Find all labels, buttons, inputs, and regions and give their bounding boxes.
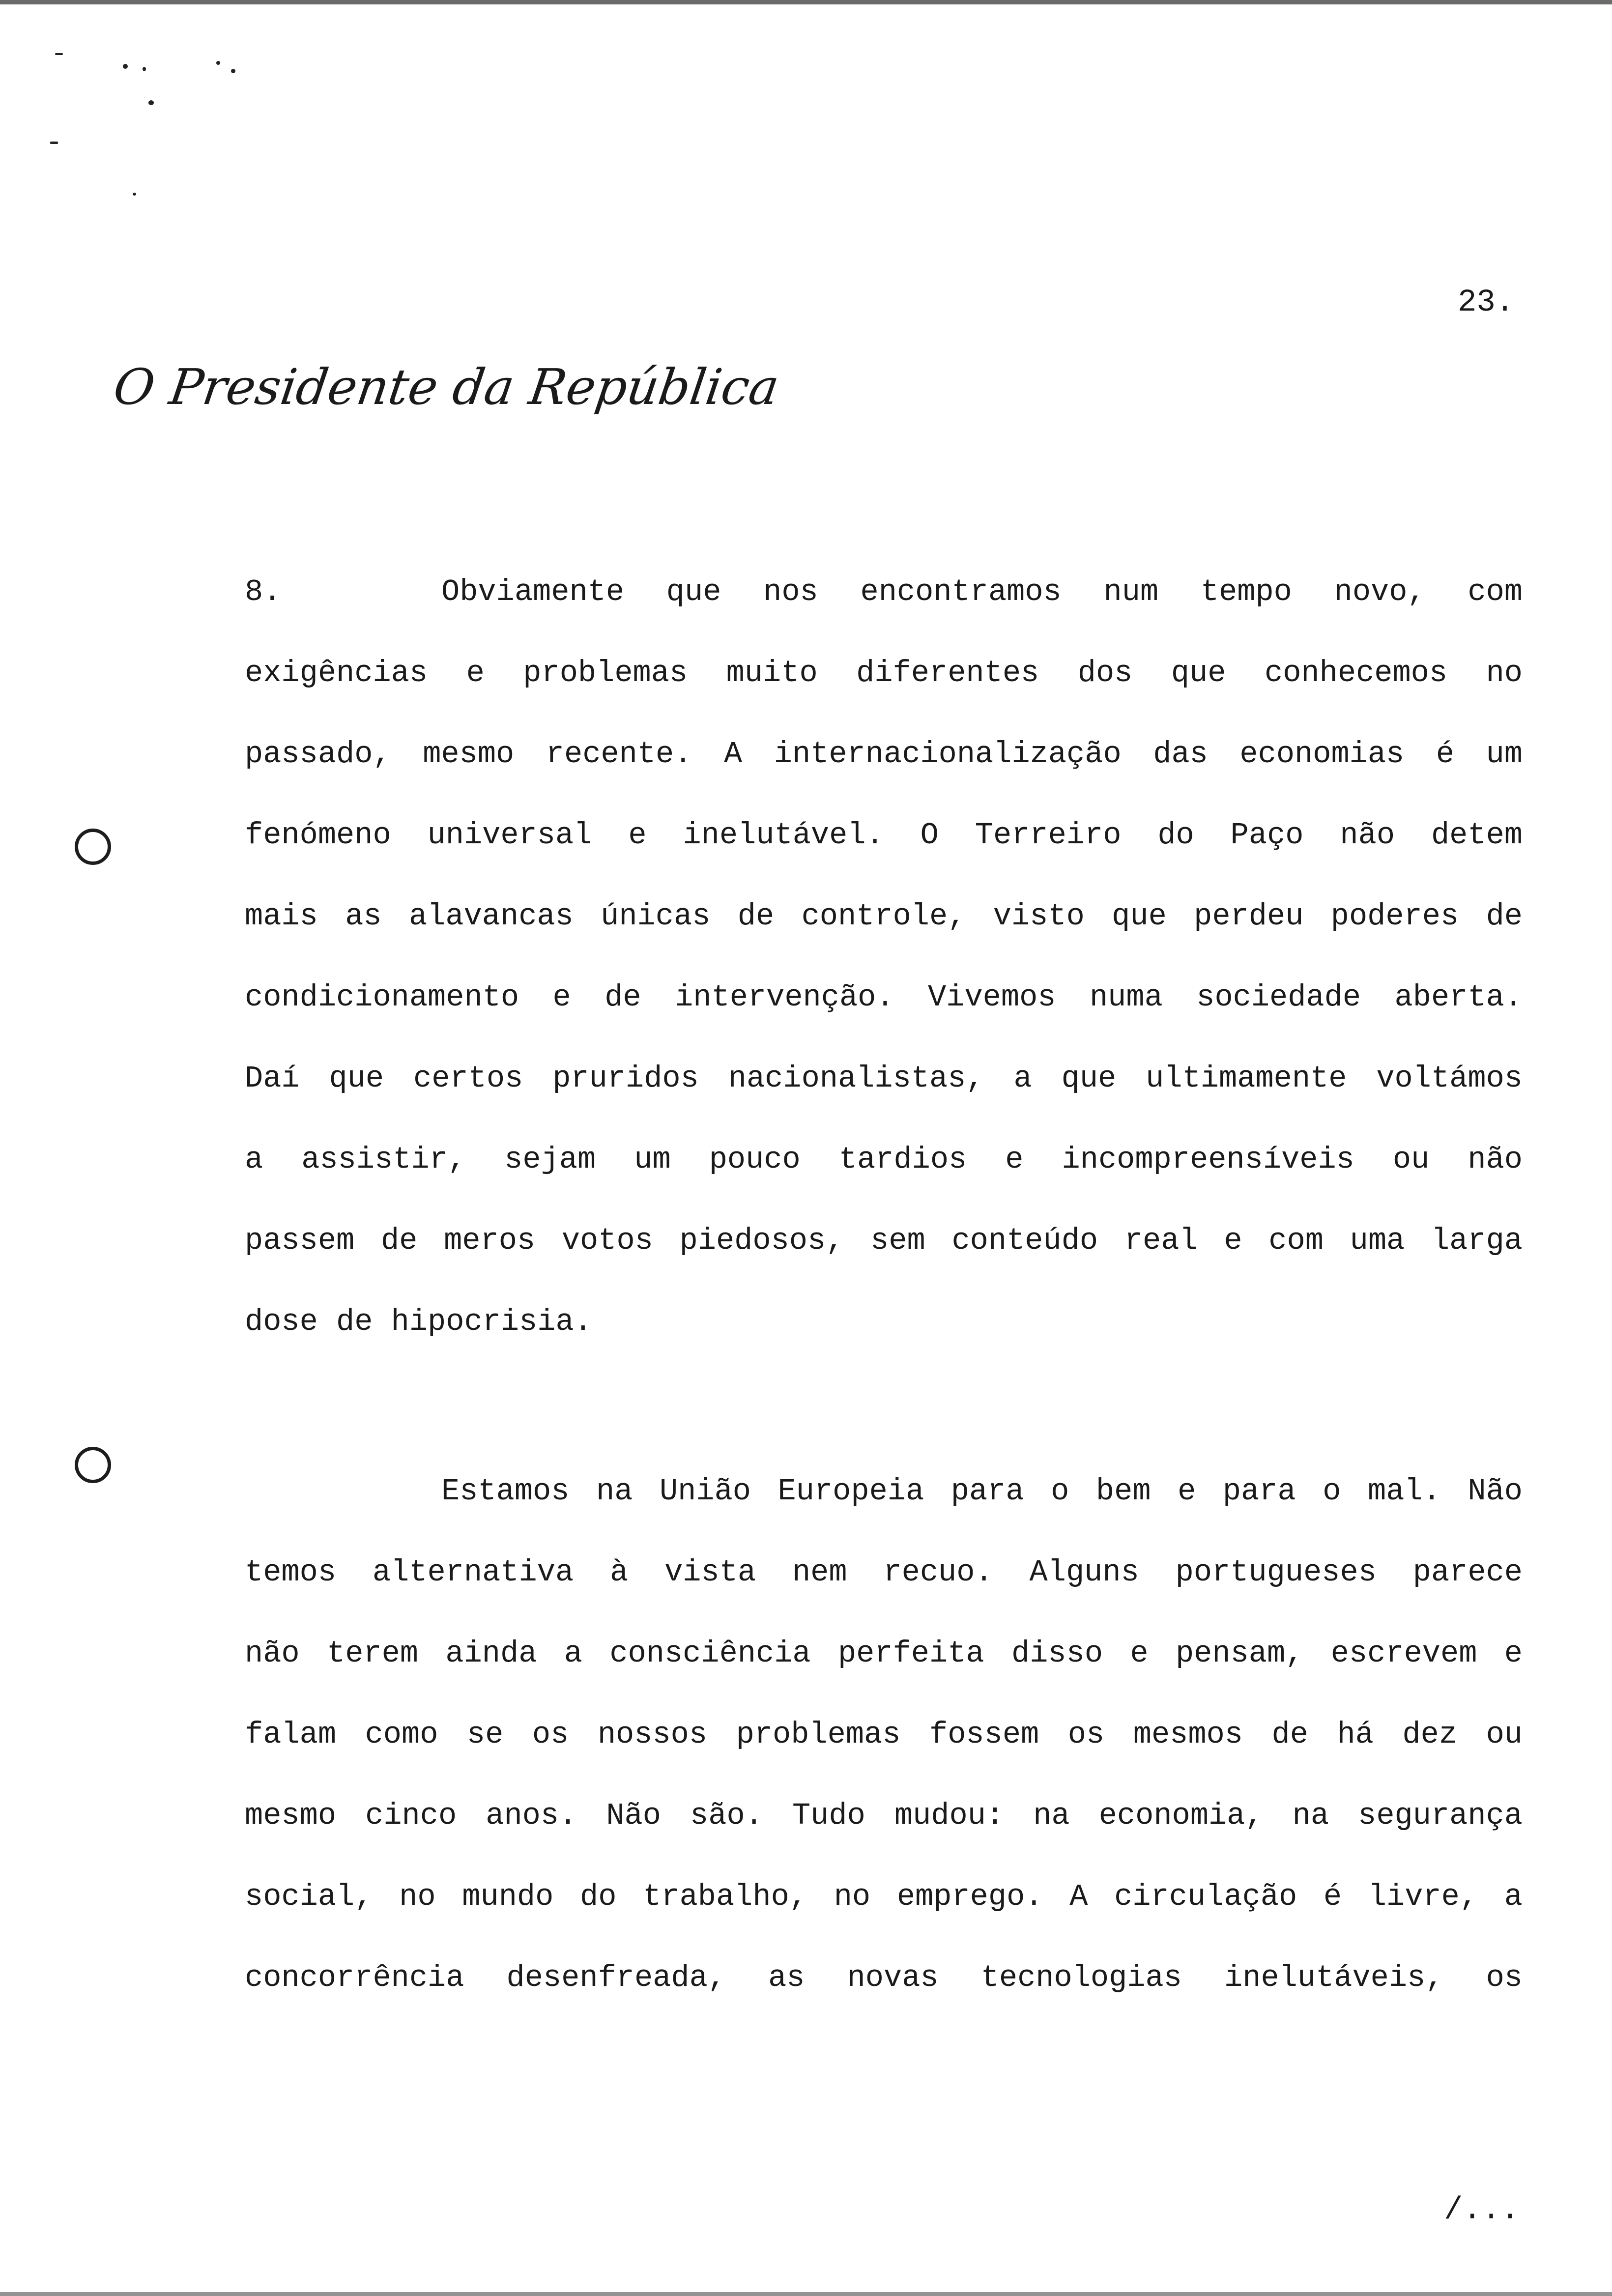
- scan-bottom-edge: [0, 2292, 1612, 2296]
- paragraph-european-union: [245, 1474, 1523, 2042]
- punch-hole: [75, 1447, 111, 1483]
- paragraph-line: condicionamento e de intervenção. Vivemos numa sociedade aberta.: [245, 980, 1523, 1015]
- paragraph-line: a assistir, sejam um pouco tardios e incompreensíveis ou não: [245, 1142, 1523, 1177]
- letterhead-script-logo: [110, 353, 783, 422]
- paragraph-line: temos alternativa à vista nem recuo. Alguns portugueses parece: [245, 1555, 1523, 1590]
- paragraph-line: 8. Obviamente que nos encontramos num tempo novo, com: [245, 574, 1523, 609]
- paragraph-line: passem de meros votos piedosos, sem conteúdo real e com uma larga: [245, 1223, 1523, 1258]
- scan-top-edge: [0, 0, 1612, 4]
- paragraph-line: social, no mundo do trabalho, no emprego. A circulação é livre, a: [245, 1879, 1523, 1914]
- paragraph-8: [245, 575, 1523, 1386]
- continuation-mark: /...: [1444, 2193, 1520, 2228]
- scan-speck: [55, 53, 63, 55]
- scan-speck: [133, 193, 136, 196]
- scan-speck: [123, 64, 128, 69]
- paragraph-number: 8.: [245, 574, 282, 609]
- paragraph-line: Daí que certos pruridos nacionalistas, a que ultimamente voltámos: [245, 1061, 1523, 1096]
- scan-speck: [148, 100, 154, 105]
- paragraph-line: concorrência desenfreada, as novas tecnologias inelutáveis, os: [245, 1960, 1523, 1995]
- paragraph-line: não terem ainda a consciência perfeita disso e pensam, escrevem e: [245, 1636, 1523, 1671]
- scan-speck: [231, 69, 235, 73]
- paragraph-line: mais as alavancas únicas de controle, visto que perdeu poderes de: [245, 899, 1523, 934]
- paragraph-line: dose de hipocrisia.: [245, 1304, 592, 1339]
- paragraph-line: mesmo cinco anos. Não são. Tudo mudou: na economia, na segurança: [245, 1798, 1523, 1833]
- scan-speck: [216, 61, 220, 65]
- paragraph-line: falam como se os nossos problemas fossem os mesmos de há dez ou: [245, 1717, 1523, 1752]
- paragraph-line: passado, mesmo recente. A internacionalização das economias é um: [245, 737, 1523, 772]
- scan-speck: [50, 142, 58, 144]
- letterhead-text: O Presidente da República: [110, 358, 783, 416]
- page-number: 23.: [1458, 285, 1515, 320]
- paragraph-line: exigências e problemas muito diferentes dos que conhecemos no: [245, 656, 1523, 690]
- punch-hole: [75, 829, 111, 865]
- paragraph-line: Estamos na União Europeia para o bem e para o mal. Não: [441, 1474, 1523, 1509]
- scan-speck: [143, 67, 146, 71]
- paragraph-line: fenómeno universal e inelutável. O Terreiro do Paço não detem: [245, 818, 1523, 853]
